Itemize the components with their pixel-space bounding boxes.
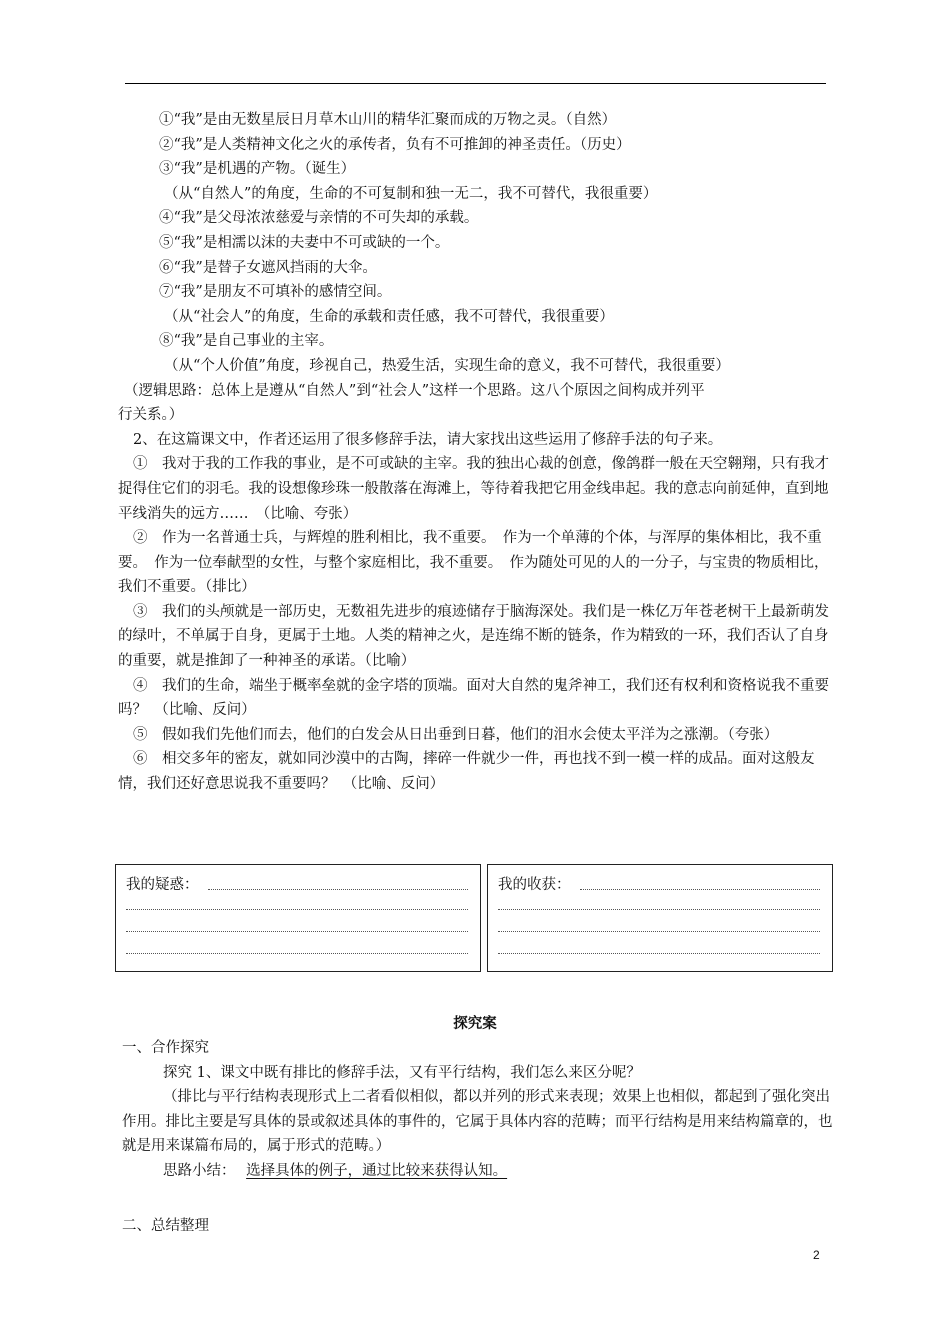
summary-line [122, 1159, 834, 1184]
doubts-line [126, 909, 468, 910]
rhetoric-example-6: ⑥ 相交多年的密友，就如同沙漠中的古陶，摔碎一件就少一件，再也找不到一模一样的成品。面对这般友情，我们还好意思说我不重要吗？ （比喻、反问） [118, 751, 815, 793]
reason-3: ③“我”是机遇的产物。（诞生） [159, 161, 356, 178]
section-title: 探究案 [453, 1015, 497, 1032]
gains-box[interactable] [487, 864, 833, 972]
reason-7: ⑦“我”是朋友不可填补的感情空间。 [159, 284, 392, 301]
doubts-line [126, 931, 468, 932]
doubts-box[interactable] [115, 864, 481, 972]
worksheet-body [118, 108, 830, 797]
summary-label: 思路小结： [163, 1162, 236, 1179]
rhetoric-example-5: ⑤ 假如我们先他们而去，他们的白发会从日出垂到日暮，他们的泪水会使太平洋为之涨潮。（夸张） [133, 726, 779, 743]
gains-line [498, 953, 820, 954]
gains-line [498, 931, 820, 932]
explore-1-question: 探究 1、课文中既有排比的修辞手法，又有平行结构，我们怎么来区分呢？ [163, 1064, 641, 1081]
reason-4: ④“我”是父母浓浓慈爱与亲情的不可失却的承载。 [159, 210, 479, 227]
gains-label: 我的收获： [498, 877, 571, 893]
rhetoric-example-4: ④ 我们的生命，端坐于概率垒就的金字塔的顶端。面对大自然的鬼斧神工，我们还有权利和资格说我不重要吗？ （比喻、反问） [118, 677, 829, 719]
doubts-line [208, 889, 468, 890]
part-2-title: 二、总结整理 [122, 1217, 209, 1234]
page-number: 2 [813, 1248, 820, 1262]
reason-8: ⑧“我”是自己事业的主宰。 [159, 333, 334, 350]
logic-note-line-2: 行关系。） [118, 407, 184, 424]
rhetoric-example-2: ② 作为一名普通士兵，与辉煌的胜利相比，我不重要。 作为一个单薄的个体，与浑厚的集体相比，我不重要。 作为一位奉献型的女性，与整个家庭相比，我不重要。 作为随处可见的人的一分子，与宝贵的物质相比，我们不重要。（排比） [118, 530, 829, 596]
summary-value: 选择具体的例子，通过比较来获得认知。 [246, 1162, 508, 1179]
reason-6: ⑥“我”是替子女遮风挡雨的大伞。 [159, 259, 377, 276]
social-person-note: （从“社会人”的角度，生命的承载和责任感，我不可替代，我很重要） [164, 308, 614, 325]
doubts-label: 我的疑惑： [126, 877, 199, 893]
header-rule [125, 83, 826, 84]
logic-note-line-1: （逻辑思路：总体上是遵从“自然人”到“社会人”这样一个思路。这八个原因之间构成并列平 [124, 382, 705, 399]
explore-1-answer: （排比与平行结构表现形式上二者看似相似，都以并列的形式来表现；效果上也相似，都起到了强化突出作用。排比主要是写具体的景或叙述具体的事件的，它属于具体内容的范畴；而平行结构是用来结构篇章的，也就是用来谋篇布局的，属于形式的范畴。） [122, 1089, 833, 1155]
reason-1: ①“我”是由无数星辰日月草木山川的精华汇聚而成的万物之灵。（自然） [159, 112, 617, 128]
reason-5: ⑤“我”是相濡以沫的夫妻中不可或缺的一个。 [159, 234, 450, 251]
gains-line [580, 889, 820, 890]
gains-line [498, 909, 820, 910]
doubts-line [126, 953, 468, 954]
natural-person-note: （从“自然人”的角度，生命的不可复制和独一无二，我不可替代，我很重要） [164, 185, 658, 202]
reason-2: ②“我”是人类精神文化之火的承传者，负有不可推卸的神圣责任。（历史） [159, 136, 631, 153]
personal-value-note: （从“个人价值”角度，珍视自己，热爱生活，实现生命的意义，我不可替代，我很重要） [164, 357, 730, 374]
reflection-boxes [115, 864, 833, 974]
explore-section [122, 1036, 834, 1238]
rhetoric-example-3: ③ 我们的头颅就是一部历史，无数祖先进步的痕迹储存于脑海深处。我们是一株亿万年苍老树干上最新萌发的绿叶，不单属于自身，更属于土地。人类的精神之火，是连绵不断的链条，作为精致的一环，我们否认了自身的重要，就是推卸了一种神圣的承诺。（比喻） [118, 603, 829, 670]
question-2: 2、在这篇课文中，作者还运用了很多修辞手法，请大家找出这些运用了修辞手法的句子来。 [133, 431, 723, 448]
rhetoric-example-1: ① 我对于我的工作我的事业，是不可或缺的主宰。我的独出心裁的创意，像鸽群一般在天空翱翔，只有我才捉得住它们的羽毛。我的设想像珍珠一般散落在海滩上，等待着我把它用金线串起。我的意志向前延伸，直到地平线消失的远方…… （比喻、夸张） [118, 456, 829, 522]
part-1-title: 一、合作探究 [122, 1040, 209, 1056]
